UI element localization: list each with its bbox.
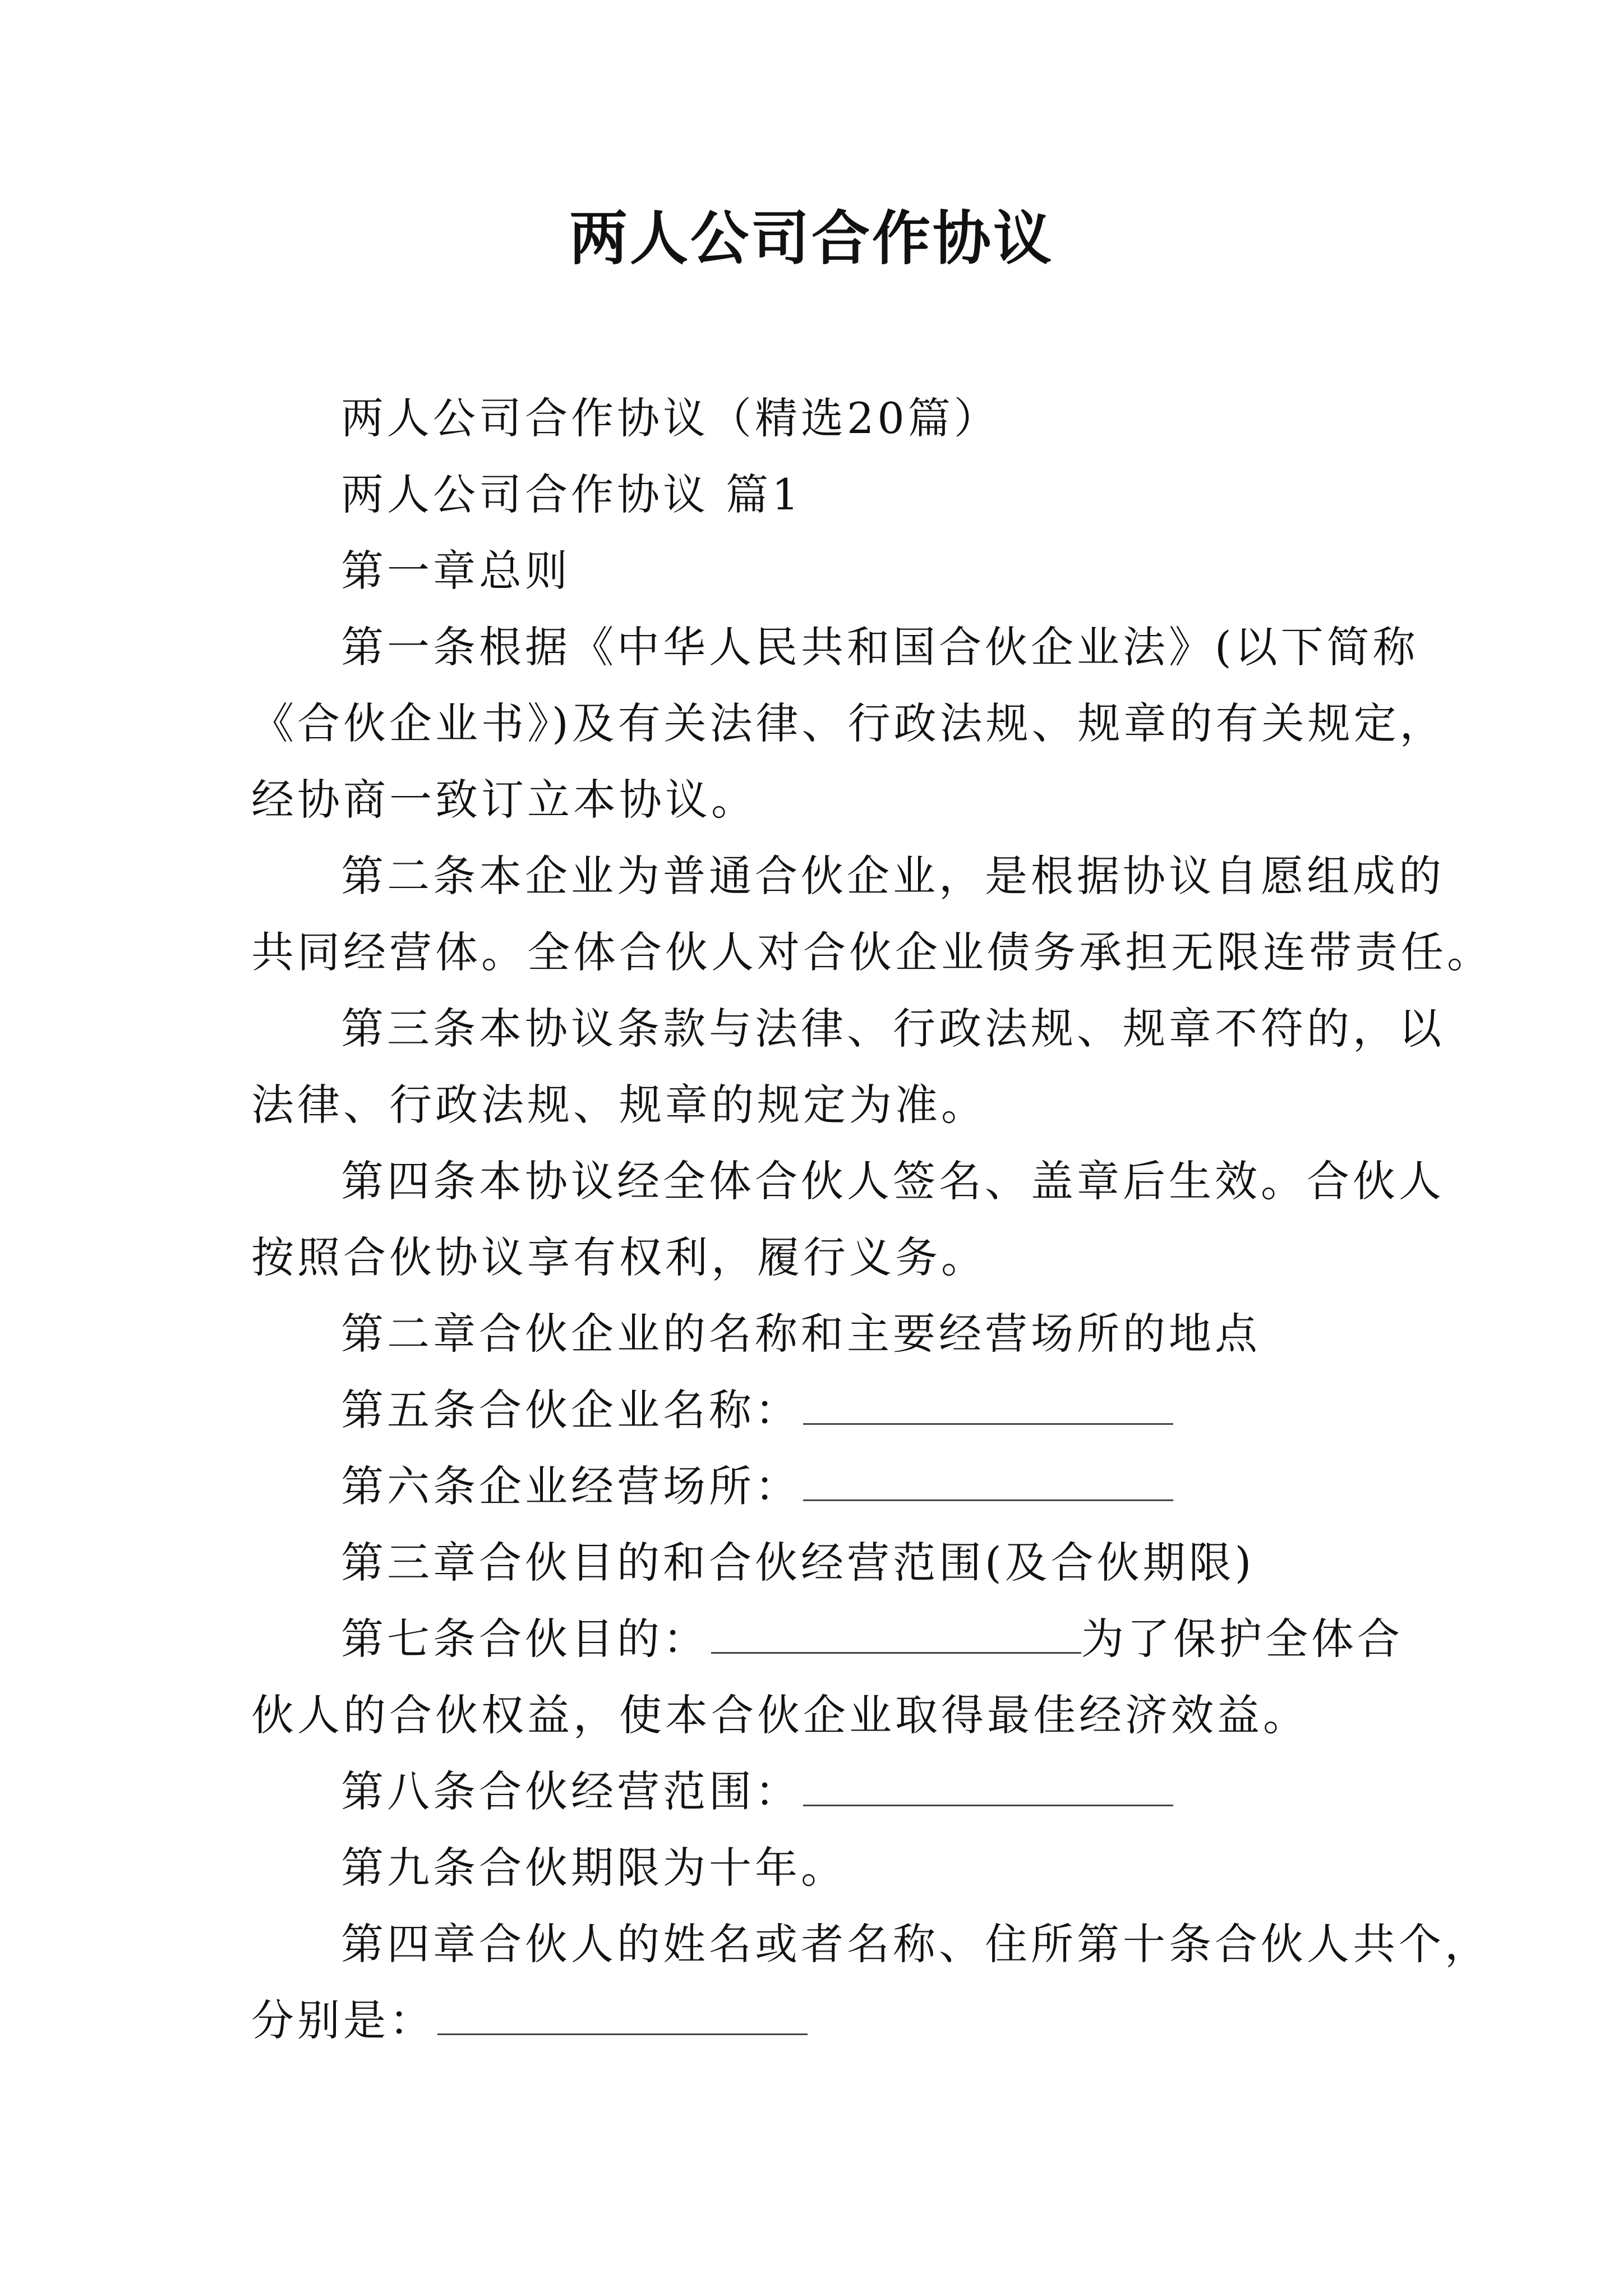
paragraph-line: 第四章合伙人的姓名或者名称、住所第十条合伙人共个， bbox=[341, 1919, 1491, 1969]
paragraph-line: 《合伙企业书》)及有关法律、行政法规、规章的有关规定， bbox=[251, 698, 1446, 748]
paragraph-line: 第三条本协议条款与法律、行政法规、规章不符的，以 bbox=[341, 1004, 1445, 1053]
chapter-heading: 第一章总则 bbox=[341, 546, 571, 596]
field-label: 分别是： bbox=[251, 1995, 435, 2045]
form-line bbox=[341, 1601, 1403, 1677]
field-label: 第七条合伙目的： bbox=[341, 1614, 709, 1664]
field-label: 第六条企业经营场所： bbox=[341, 1461, 801, 1511]
form-line bbox=[251, 1982, 808, 2059]
chapter-heading: 第三章合伙目的和合伙经营范围(及合伙期限) bbox=[341, 1538, 1255, 1588]
fill-in-blank[interactable] bbox=[803, 1802, 1173, 1806]
paragraph-line: 伙人的合伙权益，使本合伙企业取得最佳经济效益。 bbox=[251, 1690, 1309, 1740]
section-heading: 两人公司合作协议 篇1 bbox=[341, 470, 803, 519]
paragraph-line: 共同经营体。全体合伙人对合伙企业债务承担无限连带责任。 bbox=[251, 927, 1493, 977]
paragraph-line: 经协商一致订立本协议。 bbox=[251, 775, 757, 825]
form-line bbox=[341, 1372, 1173, 1448]
paragraph-line: 法律、行政法规、规章的规定为准。 bbox=[251, 1080, 987, 1130]
fill-in-blank[interactable] bbox=[711, 1650, 1081, 1654]
fill-in-blank[interactable] bbox=[803, 1497, 1173, 1501]
chapter-heading: 第二章合伙企业的名称和主要经营场所的地点 bbox=[341, 1309, 1261, 1359]
paragraph-line: 按照合伙协议享有权利，履行义务。 bbox=[251, 1232, 987, 1282]
document-title: 两人公司合作协议 bbox=[569, 204, 1054, 273]
paragraph-line: 第四条本协议经全体合伙人签名、盖章后生效。合伙人 bbox=[341, 1156, 1445, 1206]
paragraph-line: 第二条本企业为普通合伙企业，是根据协议自愿组成的 bbox=[341, 851, 1445, 901]
fill-in-blank[interactable] bbox=[803, 1421, 1173, 1425]
paragraph-text: 为了保护全体合 bbox=[1081, 1614, 1403, 1664]
subtitle-line: 两人公司合作协议（精选20篇） bbox=[341, 393, 1000, 443]
field-label: 第五条合伙企业名称： bbox=[341, 1385, 801, 1435]
paragraph-line: 第一条根据《中华人民共和国合伙企业法》(以下简称 bbox=[341, 622, 1419, 672]
form-line bbox=[341, 1754, 1173, 1830]
paragraph-line: 第九条合伙期限为十年。 bbox=[341, 1843, 847, 1893]
fill-in-blank[interactable] bbox=[437, 2031, 808, 2035]
field-label: 第八条合伙经营范围： bbox=[341, 1766, 801, 1816]
form-line bbox=[341, 1448, 1173, 1525]
